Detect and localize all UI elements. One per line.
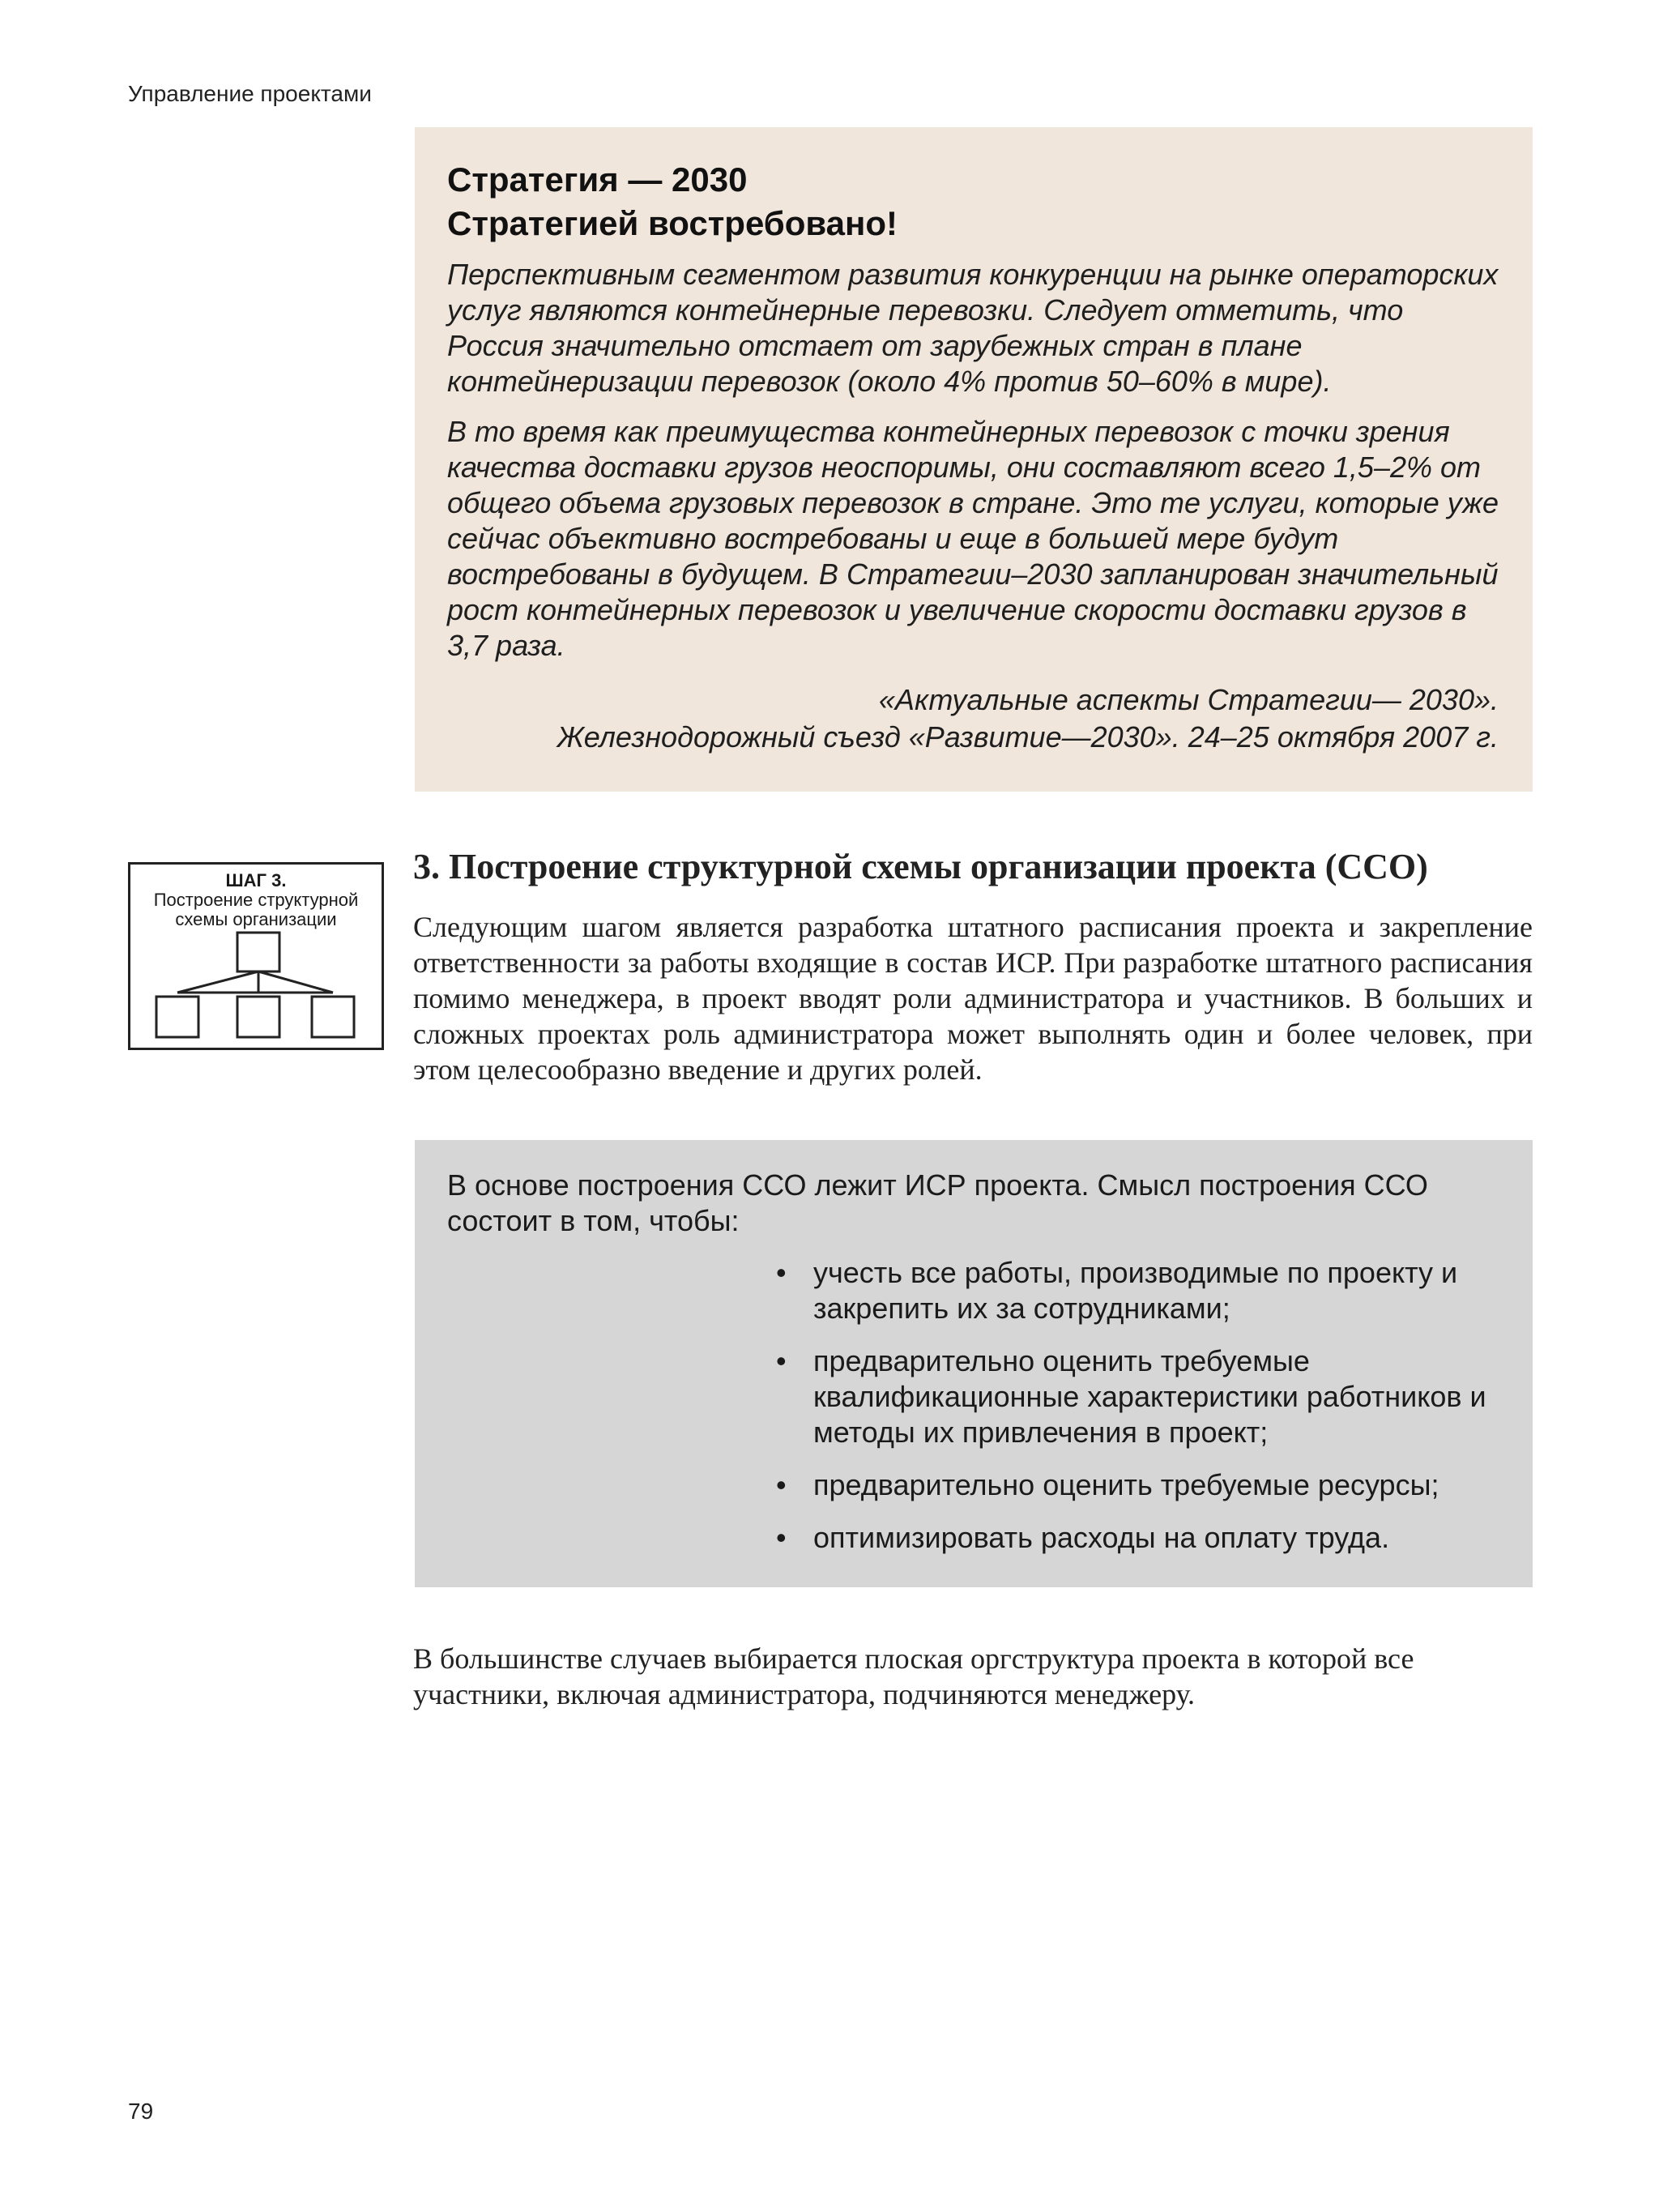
list-item-text: предварительно оценить требуемые квалификационные характеристики работников и методы их привлечения в проект; — [813, 1344, 1486, 1449]
list-item — [771, 1467, 1499, 1503]
quote-title-line1: Стратегия — 2030 — [447, 160, 748, 199]
quote-box — [415, 127, 1533, 792]
body-paragraph: Следующим шагом является разработка штатного расписания проекта и закрепление ответственности за работы входящие в состав ИСР. При разработке штатного расписания помимо менеджера, в проект вводят роли администратора и участников. В больших и сложных проектах роль администратора может выполнять один и более человек, при этом целесообразно введение и других ролей. — [413, 911, 1533, 1086]
list-item — [771, 1255, 1499, 1326]
step-title: ШАГ 3. — [225, 870, 287, 890]
step-subtitle-line1: Построение структурной — [153, 890, 359, 910]
bullet-icon: • — [776, 1344, 787, 1377]
step-box — [128, 862, 384, 1050]
list-item-text: оптимизировать расходы на оплату труда. — [813, 1521, 1390, 1554]
page-number: 79 — [128, 2099, 154, 2124]
list-item — [771, 1520, 1499, 1556]
bullet-icon: • — [776, 1468, 787, 1501]
org-chart-top-box — [237, 933, 279, 971]
step-subtitle-line2: схемы организации — [175, 909, 337, 929]
quote-paragraph-1: Перспективным сегментом развития конкуренции на рынке операторских услуг являются контейнерные перевозки. Следует отметить, что Россия значительно отстает от зарубежных стран в плане контейнеризации перевозок (около 4% против 50–60% в мире). — [447, 258, 1499, 398]
bullet-icon: • — [776, 1521, 787, 1554]
list-item — [771, 1343, 1499, 1450]
org-chart-child-box-2 — [237, 997, 279, 1037]
quote-source — [447, 681, 1499, 756]
quote-title-line2: Стратегией востребовано! — [447, 204, 898, 242]
callout-box — [415, 1140, 1533, 1587]
bullet-icon: • — [776, 1256, 787, 1289]
section-heading: 3. Построение структурной схемы организации проекта (ССО) — [413, 847, 1428, 886]
quote-title — [447, 158, 1499, 246]
running-header: Управление проектами — [128, 81, 372, 106]
closing-paragraph: В большинстве случаев выбирается плоская оргструктура проекта в которой все участники, включая администратора, подчиняются менеджеру. — [413, 1642, 1414, 1710]
quote-source-line1: «Актуальные аспекты Стратегии— 2030». — [878, 683, 1499, 716]
list-item-text: предварительно оценить требуемые ресурсы; — [813, 1468, 1439, 1501]
org-chart-icon — [130, 865, 382, 1048]
callout-bullet-list — [447, 1255, 1499, 1556]
org-chart-child-box-1 — [156, 997, 198, 1037]
org-chart-child-box-3 — [312, 997, 354, 1037]
quote-source-line2: Железнодорожный съезд «Развитие—2030». 24–25 октября 2007 г. — [557, 720, 1499, 754]
callout-intro: В основе построения ССО лежит ИСР проекта. Смысл построения ССО состоит в том, чтобы: — [447, 1168, 1428, 1237]
quote-paragraph-2: В то время как преимущества контейнерных перевозок с точки зрения качества доставки грузов неоспоримы, они составляют всего 1,5–2% от общего объема грузовых перевозок в стране. Это те услуги, которые уже сейчас объективно востребованы и еще в большей мере будут востребованы в будущем. В Стратегии–2030 запланирован значительный рост контейнерных перевозок и увеличение скорости доставки грузов в 3,7 раза. — [447, 415, 1499, 662]
list-item-text: учесть все работы, производимые по проекту и закрепить их за сотрудниками; — [813, 1256, 1458, 1325]
